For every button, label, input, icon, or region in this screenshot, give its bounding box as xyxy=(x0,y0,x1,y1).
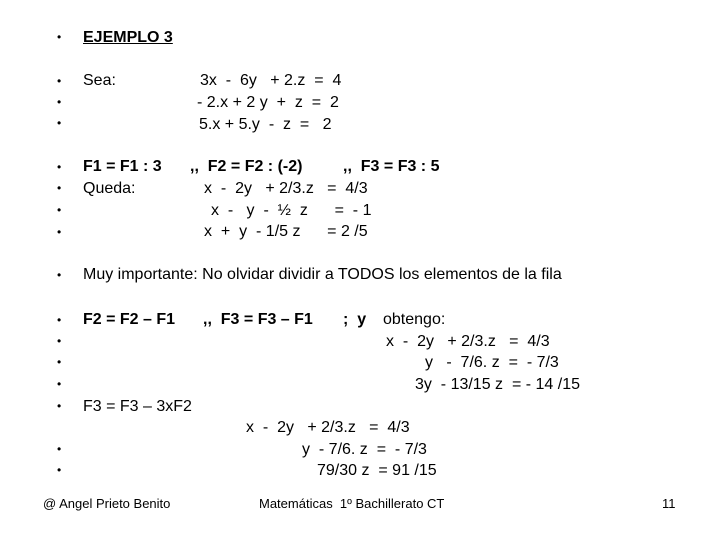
queda-equation-2: x - y - ½ z = - 1 xyxy=(211,202,372,219)
final-equation-2: y - 7/6. z = - 7/3 xyxy=(302,441,427,458)
bullet: • xyxy=(57,74,62,88)
bullet: • xyxy=(57,95,62,109)
bullet: • xyxy=(57,463,62,477)
sea-equation-3: 5.x + 5.y - z = 2 xyxy=(199,116,332,133)
footer-course: Matemáticas 1º Bachillerato CT xyxy=(259,496,445,511)
bullet: • xyxy=(57,203,62,217)
row-op-f3: ,, F3 = F3 : 5 xyxy=(343,158,440,175)
bullet: • xyxy=(57,313,62,327)
sea-equation-2: - 2.x + 2 y + z = 2 xyxy=(197,94,339,111)
slide-title: EJEMPLO 3 xyxy=(83,29,173,46)
row-op-f2: ,, F2 = F2 : (-2) xyxy=(190,158,303,175)
bullet: • xyxy=(57,268,62,282)
row-op-f1: F1 = F1 : 3 xyxy=(83,158,162,175)
final-equation-1: x - 2y + 2/3.z = 4/3 xyxy=(246,419,410,436)
sea-equation-1: 3x - 6y + 2.z = 4 xyxy=(200,72,342,89)
queda-equation-3: x + y - 1/5 z = 2 /5 xyxy=(204,223,368,240)
bullet: • xyxy=(57,442,62,456)
bullet: • xyxy=(57,377,62,391)
final-equation-3: 79/30 z = 91 /15 xyxy=(317,462,437,479)
obtengo-equation-3: 3y - 13/15 z = - 14 /15 xyxy=(415,376,580,393)
bullet: • xyxy=(57,160,62,174)
queda-equation-1: x - 2y + 2/3.z = 4/3 xyxy=(204,180,368,197)
bullet: • xyxy=(57,30,62,44)
bullet: • xyxy=(57,334,62,348)
row-op-2-f2: F2 = F2 – F1 xyxy=(83,311,176,328)
footer-author: @ Angel Prieto Benito xyxy=(43,496,171,511)
bullet: • xyxy=(57,181,62,195)
obtengo-equation-2: y - 7/6. z = - 7/3 xyxy=(425,354,559,371)
row-op-3-f3: F3 = F3 – 3xF2 xyxy=(83,398,192,415)
row-op-2-f3: ,, F3 = F3 – F1 xyxy=(203,311,313,328)
page-number: 11 xyxy=(662,496,676,511)
obtengo-equation-1: x - 2y + 2/3.z = 4/3 xyxy=(386,333,550,350)
bullet: • xyxy=(57,399,62,413)
important-note: Muy importante: No olvidar dividir a TODOS los elementos de la fila xyxy=(83,266,562,283)
row-op-2-y: ; y xyxy=(343,311,367,328)
bullet: • xyxy=(57,355,62,369)
sea-label: Sea: xyxy=(83,72,116,89)
bullet: • xyxy=(57,225,62,239)
queda-label: Queda: xyxy=(83,180,136,197)
obtengo-label: obtengo: xyxy=(383,311,446,328)
bullet: • xyxy=(57,116,62,130)
